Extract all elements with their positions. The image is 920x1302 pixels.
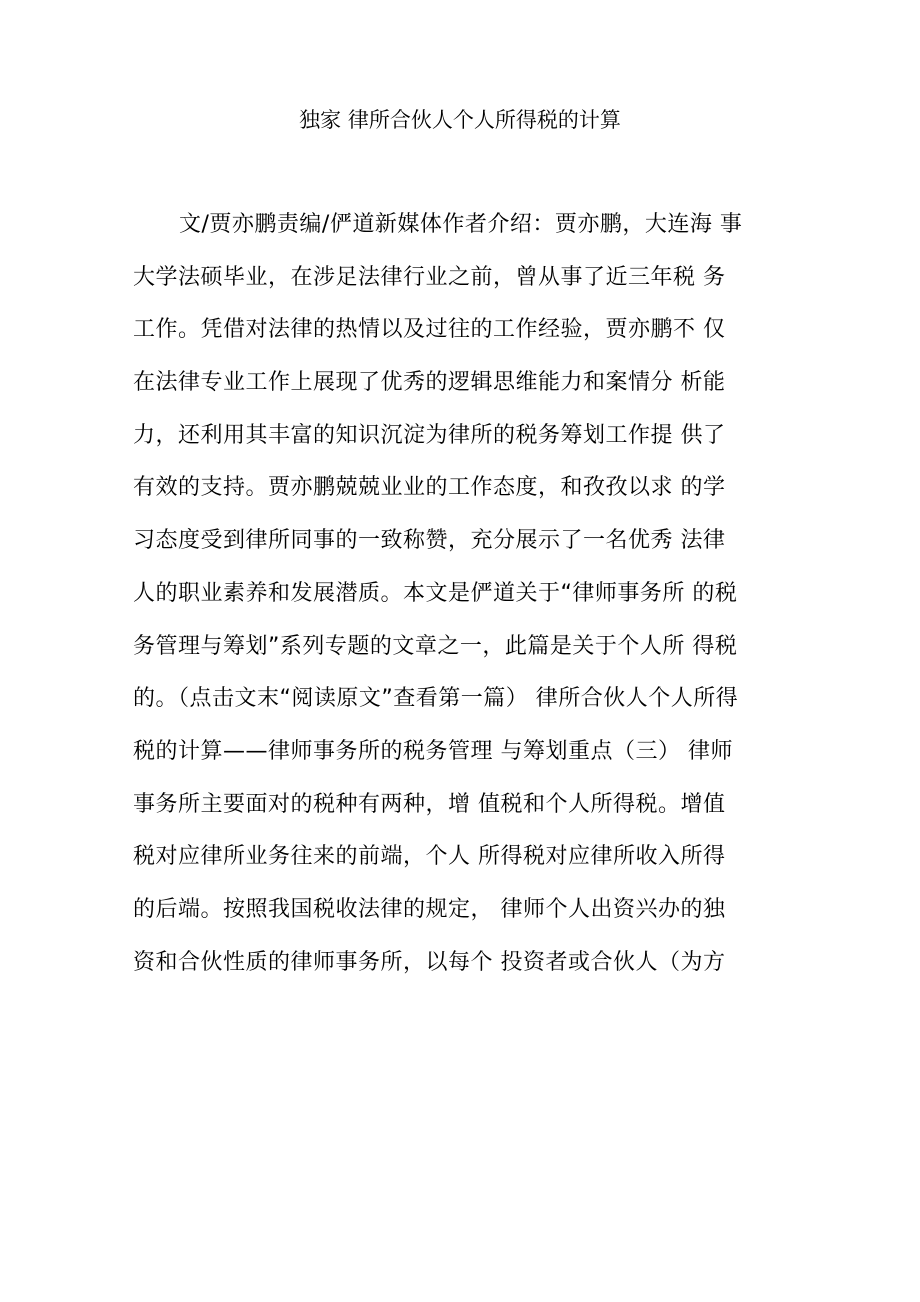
document-body	[133, 209, 813, 999]
body-line: 文/贾亦鹏责编/俨道新媒体作者介绍：贾亦鹏，大连海 事	[179, 212, 743, 237]
body-line: 税的计算——律师事务所的税务管理 与筹划重点（三） 律师	[133, 738, 733, 764]
body-line: 人的职业素养和发展潜质。本文是俨道关于“律师事务所 的税	[133, 580, 738, 606]
body-line: 大学法硕毕业，在涉足法律行业之前，曾从事了近三年税 务	[133, 264, 726, 290]
body-line: 有效的支持。贾亦鹏兢兢业业的工作态度，和孜孜以求 的学	[133, 475, 726, 501]
body-line: 务管理与筹划”系列专题的文章之一，此篇是关于个人所 得税	[133, 633, 738, 659]
body-line: 事务所主要面对的税种有两种，增 值税和个人所得税。增值	[133, 791, 726, 817]
body-line: 税对应律所业务往来的前端，个人 所得税对应律所收入所得	[133, 844, 726, 870]
body-line: 的。（点击文末“阅读原文”查看第一篇） 律所合伙人个人所得	[133, 686, 739, 712]
body-line: 的后端。按照我国税收法律的规定， 律师个人出资兴办的独	[133, 896, 726, 922]
body-line: 在法律专业工作上展现了优秀的逻辑思维能力和案情分 析能	[133, 370, 726, 396]
document-title: 独家 律所合伙人个人所得税的计算	[299, 108, 621, 132]
body-line: 工作。凭借对法律的热情以及过往的工作经验，贾亦鹏不 仅	[133, 317, 726, 343]
body-line: 习态度受到律所同事的一致称赞，充分展示了一名优秀 法律	[133, 528, 726, 554]
body-line: 资和合伙性质的律师事务所，以每个 投资者或合伙人（为方	[133, 949, 726, 975]
body-line: 力，还利用其丰富的知识沉淀为律所的税务筹划工作提 供了	[133, 422, 726, 448]
